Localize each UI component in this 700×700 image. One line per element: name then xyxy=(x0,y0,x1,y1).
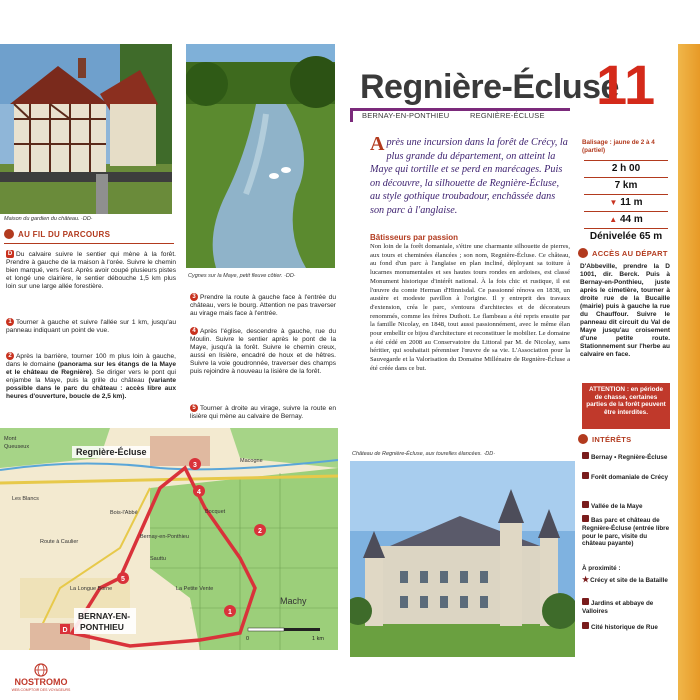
triangle-down-icon: ▼ xyxy=(609,198,618,207)
route-map xyxy=(0,428,338,650)
stat-duration: 2 h 00 xyxy=(611,163,641,174)
interet-item xyxy=(582,501,672,511)
history-text: Non loin de la forêt domaniale, s'étire une charmante silhouette de pierres, aux tours et cheminées élancées ; son nom, Regnière-Écluse. Ce château, au fond d'un parc à l'anglaise en plan incliné, déployant sa toiture à lucarnes monumentales et ses hautes tours rondes en ardoises, est classé Monument historique d'intérêt national. À la fois chic et rustique, il est l'œuvre du comte Herman d'Hinnisdal. Ce passionné rénova en 1838, un austère et modeste pavillon à l'origine. Il y entreprit des travaux d'extension, créa le parc, s'entoura d'architectes et de décorateurs renommés, comme les frères Duthoit. Le flambeau a été repris ensuite par la famille Nicolay, en 1848, tout aussi passionnément, avec le même élan pour embellir ce bijou d'architecture et reconstituer le mobilier. Le domaine a été cédé en 2008 au Conservatoire du Littoral par M. de Nicolay, sans héritier, qui souhaitait pérenniser l'œuvre de sa vie. L'Association pour la Sauvegarde et la Valorisation du Domaine Millénaire de Regnière-Écluse a été créée dans ce but. xyxy=(370,243,570,372)
star-icon: ★ xyxy=(582,575,590,584)
parcours-divider xyxy=(4,243,174,244)
step-2-text-a: Après la barrière, tourner 100 m plus loin à gauche, dans le domaine xyxy=(6,353,176,369)
map-label-longue-borne: La Longue Borne xyxy=(70,586,113,592)
warning-box: ATTENTION : en période de chasse, certaines parties de la forêt peuvent être interdites. xyxy=(582,383,670,429)
stat-divider-5 xyxy=(584,228,668,229)
caption-river: Cygnes sur la Maye, petit fleuve côtier. ·DD· xyxy=(188,273,296,279)
caption-castle: Château de Regnière-Écluse, aux tourelles élancées. ·DD· xyxy=(352,451,496,457)
map-label-bernay: Bernay-en-Ponthieu xyxy=(140,534,189,540)
stat-alt-max-value: 44 m xyxy=(619,214,643,225)
scale-end: 1 km xyxy=(312,636,324,642)
nostromo-logo xyxy=(6,663,76,693)
route-number: 11 xyxy=(596,53,656,116)
commune-start: BERNAY-EN-PONTHIEU xyxy=(362,111,450,120)
caption-house: Maison du gardien du château. ·DD· xyxy=(4,216,93,222)
map-label-mont: Mont xyxy=(4,436,17,442)
step-2-text-b: . Se diriger vers le pont qui enjambe la Maye, puis la grille du château xyxy=(6,369,176,385)
acces-heading xyxy=(578,248,668,258)
acces-text: D'Abbeville, prendre la D 1001, dir. Berck. Puis à Bernay-en-Ponthieu, juste après le cimetière, tourner à droite rue de la Bucaille (mairie) puis à gauche la rue du Chauffour. Suivre le panneau dit circuit du Val de Maye jusqu'au croisement d'une petite route. Stationnement sur l'herbe au calvaire en face. xyxy=(580,263,670,358)
map-town-bernay-2: PONTHIEU xyxy=(80,622,124,632)
step-4 xyxy=(190,327,336,377)
map-label-blancs: Les Blancs xyxy=(12,496,39,502)
interet-text: Bas parc et château de Regnière-Écluse (entrée libre pour le parc, visite du château payante) xyxy=(582,517,670,548)
bullet-icon xyxy=(578,248,588,258)
logo-name: NOSTROMO xyxy=(14,677,68,687)
map-town-bernay-1: BERNAY-EN- xyxy=(78,611,131,621)
map-step-3: 3 xyxy=(193,462,197,469)
proximite-text: Cité historique de Rue xyxy=(591,624,658,631)
intro-text xyxy=(370,133,570,218)
commune-end: REGNIÈRE-ÉCLUSE xyxy=(470,111,545,120)
church-icon xyxy=(582,452,589,459)
title-underline-tick xyxy=(350,108,353,122)
interet-text: Vallée de la Maye xyxy=(591,503,643,510)
logo-tagline: WEB COMPTOIR DES VOYAGEURS xyxy=(11,688,71,692)
map-town-regniere: Regnière-Écluse xyxy=(76,447,147,457)
photo-castle xyxy=(350,461,575,657)
step-5-marker: 5 xyxy=(190,404,198,412)
map-step-2: 2 xyxy=(258,528,262,535)
map-label-sauttu: Sauttu xyxy=(150,556,166,562)
stat-distance: 7 km xyxy=(614,180,638,191)
photo-river-swans xyxy=(186,44,335,268)
interets-heading xyxy=(578,434,632,444)
interet-text: Forêt domaniale de Crécy xyxy=(591,474,668,481)
intro-drop-cap: A xyxy=(370,133,385,155)
map-label-bois-labbe: Bois-l'Abbé xyxy=(110,510,138,516)
monument-icon xyxy=(582,622,589,629)
stat-divider-2 xyxy=(584,177,668,178)
map-label-queuseux: Queuseux xyxy=(4,444,30,450)
garden-icon xyxy=(582,598,589,605)
landscape-icon xyxy=(582,501,589,508)
map-step-1: 1 xyxy=(228,609,232,616)
stat-alt-min xyxy=(584,197,668,208)
step-d xyxy=(6,250,176,291)
side-stripe xyxy=(678,44,700,700)
step-2 xyxy=(6,352,176,402)
photo-keeper-house xyxy=(0,44,172,214)
bullet-icon xyxy=(578,434,588,444)
map-step-d: D xyxy=(62,627,68,634)
acces-heading-text: ACCÈS AU DÉPART xyxy=(592,248,668,258)
step-4-text: Après l'église, descendre à gauche, rue du Moulin. Suivre le sentier après le pont de la Maye, jusqu'à la forêt. Suivre le chemin creux, aussi en lisière, encadré de houx et de hêtres. Suivre la voie goudronnée, traverser des champs puis rejoindre à nouveau la lisière de la forêt. xyxy=(190,328,336,376)
step-3-marker: 3 xyxy=(190,293,198,301)
step-d-marker: D xyxy=(7,251,13,257)
interet-item xyxy=(582,472,672,482)
castle-icon xyxy=(582,515,589,522)
stat-divider-1 xyxy=(584,160,668,161)
intro-body: près une incursion dans la forêt de Crécy, la plus grande du département, on atteint la Maye qui tortille et se perd en marécages. Puis on découvre, la silhouette de Regnière-Écluse, au style gothique troubadour, enchâssée dans son parc à l'anglaise. xyxy=(370,137,568,216)
history-heading: Bâtisseurs par passion xyxy=(370,233,459,242)
interet-text: Bernay • Regnière-Écluse xyxy=(591,454,668,461)
step-1-marker: 1 xyxy=(6,318,14,326)
scale-start: 0 xyxy=(246,636,250,642)
stat-divider-4 xyxy=(584,211,668,212)
interet-item xyxy=(582,452,672,462)
step-3 xyxy=(190,293,336,318)
proximite-label: À proximité : xyxy=(582,565,621,572)
interets-heading-text: INTÉRÊTS xyxy=(592,434,632,444)
stat-alt-max xyxy=(584,214,668,225)
step-5-text: Tourner à droite au virage, suivre la route en lisière qui mène au calvaire de Bernay. xyxy=(190,405,336,421)
step-5 xyxy=(190,404,336,421)
parcours-heading-text: AU FIL DU PARCOURS xyxy=(18,229,111,239)
interet-item xyxy=(582,515,672,548)
parcours-heading xyxy=(4,229,110,239)
map-step-5: 5 xyxy=(121,576,125,583)
stat-divider-3 xyxy=(584,194,668,195)
step-1-text: Tourner à gauche et suivre l'allée sur 1 km, jusqu'au panneau indiquant un point de vue. xyxy=(6,319,176,335)
step-2-bold-b: (variante possible dans le parc du château : accès libre aux heures d'ouverture, boucle de 2,5 km). xyxy=(6,377,176,401)
triangle-up-icon: ▲ xyxy=(609,215,618,224)
proximite-item xyxy=(582,598,672,616)
step-2-bold-a: (panorama sur les étangs de la Maye et le château de Regnière) xyxy=(6,361,176,377)
step-1 xyxy=(6,318,176,335)
step-2-marker: 2 xyxy=(6,352,14,360)
map-label-machy: Machy xyxy=(280,596,307,606)
balisage: Balisage : jaune de 2 à 4 (partiel) xyxy=(582,139,655,154)
map-label-caulier: Route à Caulier xyxy=(40,539,79,545)
step-4-marker: 4 xyxy=(190,327,198,335)
tree-icon xyxy=(582,472,589,479)
map-label-bocquet: Bocquet xyxy=(205,509,226,515)
proximite-text: Crécy et site de la Bataille xyxy=(590,577,668,584)
page-title: Regnière-Écluse xyxy=(360,68,619,106)
stat-alt-min-value: 11 m xyxy=(620,197,643,208)
map-step-4: 4 xyxy=(197,489,201,496)
map-label-petite-vente: La Petite Vente xyxy=(176,586,214,592)
proximite-text: Jardins et abbaye de Valloires xyxy=(582,600,654,615)
map-label-macogne: Macogne xyxy=(240,458,263,464)
step-d-text: Du calvaire suivre le sentier qui mène à la forêt. Prendre à gauche de la maison à l'orée. Suivre le chemin bien marqué, vers l'est. Après avoir coupé plusieurs pistes et longé une clairière, le sentier débouche 1,5 km plus loin sur une large allée forestière. xyxy=(6,251,176,291)
step-3-text: Prendre la route à gauche face à l'entrée du château, vers le bourg. Attention ne pas traverser au virage mais face à l'entrée. xyxy=(190,294,336,318)
proximite-item xyxy=(582,576,672,585)
stat-denivele: Dénivelée 65 m xyxy=(589,231,663,242)
bullet-icon xyxy=(4,229,14,239)
proximite-item xyxy=(582,622,672,632)
